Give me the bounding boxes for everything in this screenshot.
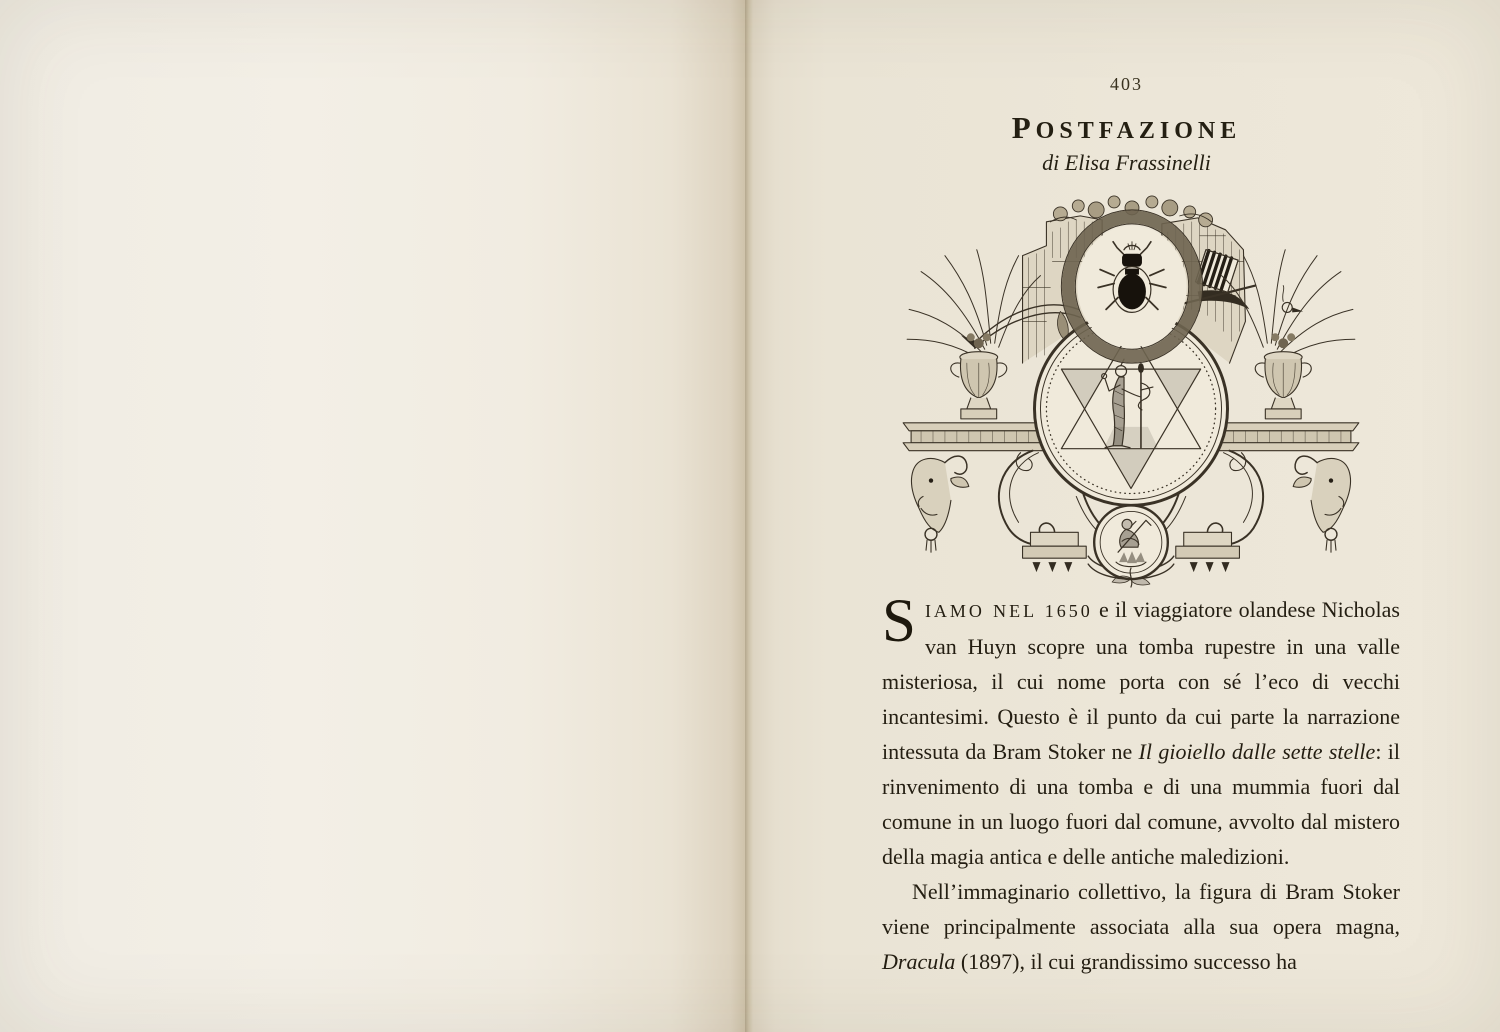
body-text: [882, 588, 1400, 979]
paragraph-1: [882, 588, 1400, 874]
horned-head-right: [1293, 456, 1350, 552]
scrollwork-left: [999, 451, 1055, 545]
paragraph-text: Nell’immaginario collettivo, la figura di Bram Stoker viene principalmente associata alla sua opera magna,: [882, 879, 1400, 939]
bird-head-icon: [1282, 286, 1303, 313]
urn-with-plumes-left: [907, 250, 1040, 419]
page-title: POSTFAZIONE: [1011, 110, 1242, 145]
paragraph-text: e il viaggiatore olandese Nicholas van Huyn scopre una tomba rupestre in una valle misteriosa, il cui nome porta con sé l’eco di vecchi incantesimi. Questo è il punto da cui parte la narrazione intessuta da Bram Stoker ne: [882, 597, 1400, 764]
pedestal-left: [1023, 532, 1087, 572]
pedestal-right: [1176, 532, 1240, 572]
shelf-left: [903, 423, 1050, 451]
opening-smallcaps: IAMO NEL 1650: [924, 601, 1093, 621]
page-number: 403: [1110, 74, 1143, 94]
paragraph-2: [882, 874, 1400, 979]
paragraph-text: (1897), il cui grandissimo successo ha: [955, 949, 1297, 974]
right-page: [753, 0, 1500, 1032]
horned-head-left: [911, 456, 968, 552]
left-page-blank: [0, 0, 745, 1032]
emblem-illustration: [900, 192, 1362, 590]
drop-cap: S: [882, 588, 916, 655]
paragraph-text: : il rinvenimento di una tomba e di una mummia fuori dal comune in un luogo fuori dal comune, avvolto dal mistero della magia antica e delle antiche maledizioni.: [882, 739, 1400, 869]
book-gutter: [745, 0, 753, 1032]
byline: di Elisa Frassinelli: [1042, 150, 1211, 175]
shelf-right: [1212, 423, 1359, 451]
book-title-italic: Dracula: [882, 949, 956, 974]
scrollwork-right: [1207, 451, 1263, 545]
emblem-engraving: [900, 192, 1362, 590]
scarab-medallion: [1061, 210, 1202, 363]
book-title-italic: Il gioiello dalle sette stelle: [1138, 739, 1376, 764]
